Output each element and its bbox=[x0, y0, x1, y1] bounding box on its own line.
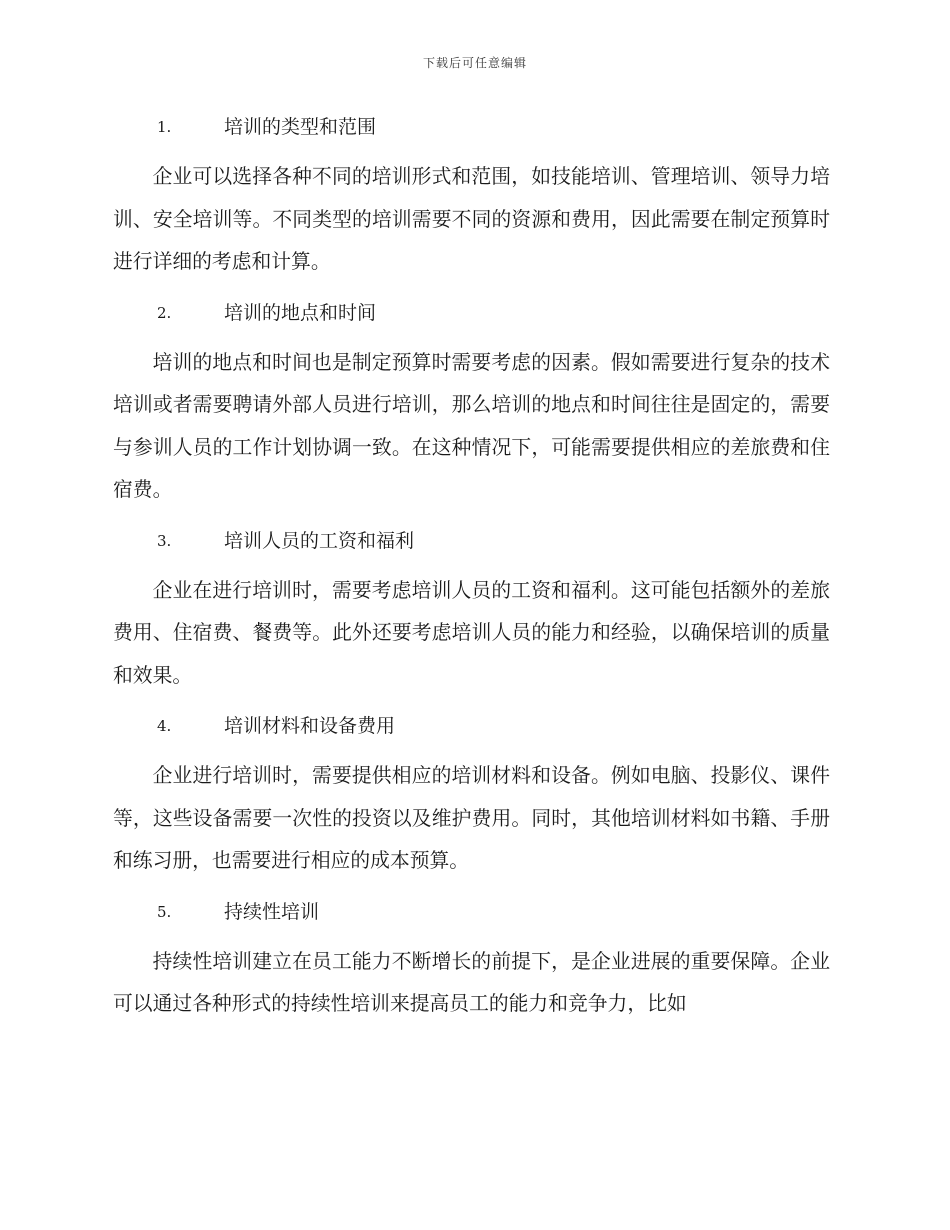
section-title: 培训的地点和时间 bbox=[224, 301, 377, 324]
section-paragraph: 持续性培训建立在员工能力不断增长的前提下，是企业进展的重要保障。企业可以通过各种形式的持续性培训来提高员工的能力和竞争力，比如 bbox=[113, 949, 830, 1015]
section-title: 培训人员的工资和福利 bbox=[224, 529, 415, 552]
section-title: 持续性培训 bbox=[224, 900, 320, 923]
section-heading bbox=[113, 518, 830, 564]
section-title: 培训的类型和范围 bbox=[224, 116, 377, 138]
section-paragraph: 企业在进行培训时，需要考虑培训人员的工资和福利。这可能包括额外的差旅费用、住宿费、餐费等。此外还要考虑培训人员的能力和经验，以确保培训的质量和效果。 bbox=[113, 578, 830, 687]
section-paragraph: 企业可以选择各种不同的培训形式和范围，如技能培训、管理培训、领导力培训、安全培训等。不同类型的培训需要不同的资源和费用，因此需要在制定预算时进行详细的考虑和计算。 bbox=[113, 165, 830, 273]
section-number: 2. bbox=[157, 303, 172, 322]
document-content bbox=[113, 104, 830, 1032]
section-number: 3. bbox=[157, 531, 172, 550]
section-number: 1. bbox=[157, 118, 172, 136]
section-heading bbox=[113, 889, 830, 935]
section-number: 5. bbox=[157, 902, 172, 921]
section-heading bbox=[113, 703, 830, 749]
section-heading bbox=[113, 104, 830, 150]
header-note: 下载后可任意编辑 bbox=[422, 56, 527, 70]
section-heading bbox=[113, 290, 830, 336]
section-number: 4. bbox=[157, 717, 172, 735]
section-paragraph: 培训的地点和时间也是制定预算时需要考虑的因素。假如需要进行复杂的技术培训或者需要聘请外部人员进行培训，那么培训的地点和时间往往是固定的，需要与参训人员的工作计划协调一致。在这种情况下，可能需要提供相应的差旅费和住宿费。 bbox=[113, 350, 830, 501]
section-paragraph: 企业进行培训时，需要提供相应的培训材料和设备。例如电脑、投影仪、课件等，这些设备需要一次性的投资以及维护费用。同时，其他培训材料如书籍、手册和练习册，也需要进行相应的成本预算。 bbox=[113, 764, 830, 872]
section-title: 培训材料和设备费用 bbox=[224, 715, 396, 737]
